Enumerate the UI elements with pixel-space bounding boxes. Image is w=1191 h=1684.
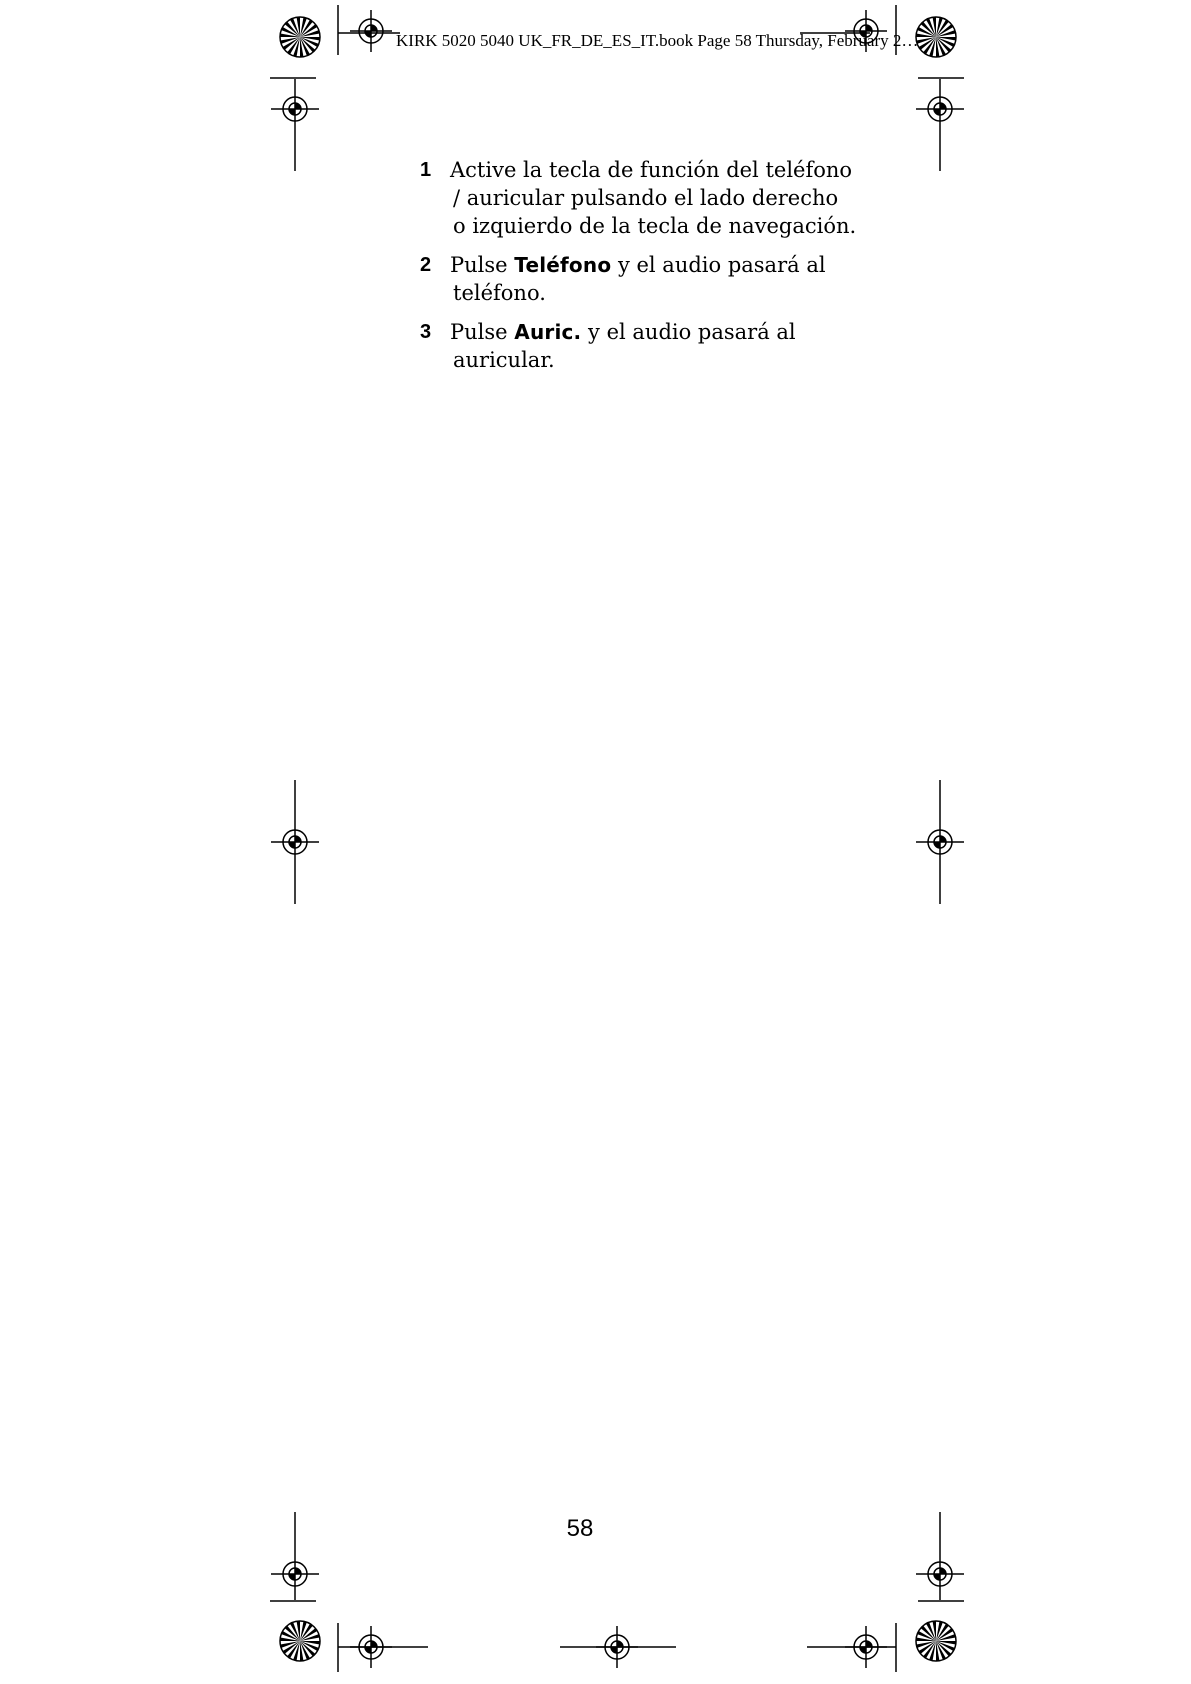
- registration-mark-upper-right: [916, 79, 964, 171]
- step-text-line: auricular.: [453, 348, 555, 372]
- instruction-steps: [420, 156, 857, 385]
- starburst-target-top-left: [280, 17, 320, 57]
- registration-mark-bottom-center: [596, 1626, 638, 1668]
- registration-mark-middle-right: [916, 780, 964, 904]
- step-text-line: [450, 318, 820, 346]
- step-1: [420, 156, 857, 240]
- step-number: 1: [420, 159, 432, 181]
- page-number: 58: [566, 1515, 594, 1542]
- step-2: [420, 251, 826, 307]
- step-number: 2: [420, 254, 432, 276]
- step-prefix: Pulse: [450, 253, 515, 277]
- registration-mark-bottom-left: [350, 1626, 392, 1668]
- step-text-line: / auricular pulsando el lado derecho: [453, 186, 839, 210]
- registration-mark-upper-left: [271, 79, 319, 171]
- registration-mark-top-left: [350, 10, 392, 52]
- step-suffix: y el audio pasará al: [581, 320, 796, 344]
- registration-mark-middle-left: [271, 780, 319, 904]
- step-text-line: Active la tecla de función del teléfono: [450, 158, 853, 182]
- starburst-target-bottom-right: [916, 1621, 956, 1661]
- step-3: [420, 318, 820, 374]
- book-header-slug: KIRK 5020 5040 UK_FR_DE_ES_IT.book Page 58 Thursday, February 2…: [396, 31, 919, 50]
- step-text-line: teléfono.: [453, 281, 546, 305]
- starburst-target-bottom-left: [280, 1621, 320, 1661]
- softkey-label-telefono: Teléfono: [514, 253, 612, 277]
- softkey-label-auric: Auric.: [514, 320, 582, 344]
- step-suffix: y el audio pasará al: [611, 253, 826, 277]
- registration-mark-lower-right: [916, 1512, 964, 1600]
- registration-mark-bottom-right: [845, 1626, 887, 1668]
- step-number: 3: [420, 321, 432, 343]
- step-prefix: Pulse: [450, 320, 515, 344]
- step-text-line: [450, 251, 826, 279]
- registration-mark-lower-left: [271, 1512, 319, 1600]
- step-text-line: o izquierdo de la tecla de navegación.: [453, 214, 857, 238]
